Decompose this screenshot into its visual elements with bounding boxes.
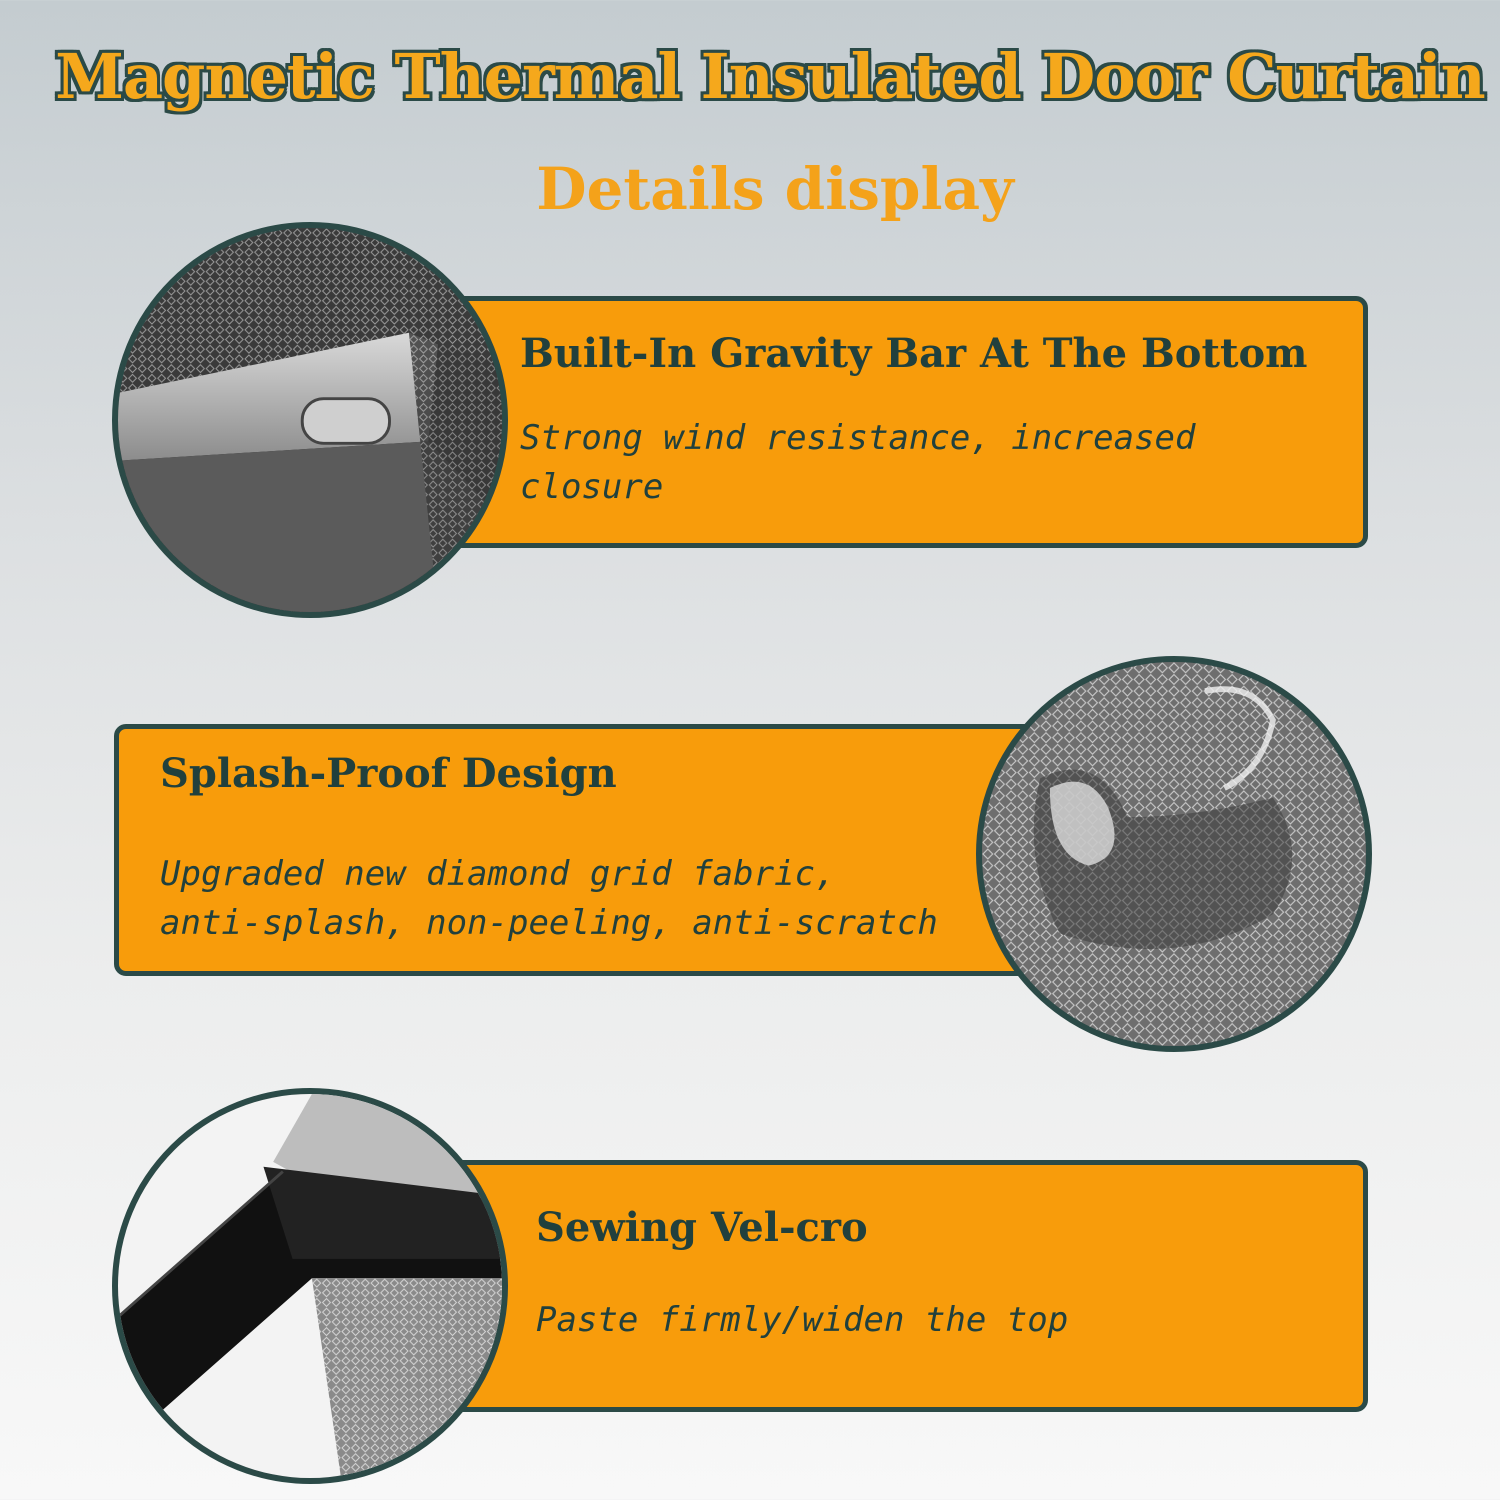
velcro-strap-photo	[112, 1088, 508, 1484]
page-title: Magnetic Thermal Insulated Door Curtain	[55, 40, 1485, 113]
feature-heading: Splash-Proof Design	[160, 750, 617, 797]
feature-heading: Sewing Vel-cro	[536, 1204, 868, 1251]
page-subtitle: Details display	[536, 155, 1014, 223]
feature-description: Paste firmly/widen the top	[536, 1300, 1069, 1340]
feature-panel-velcro	[440, 1160, 1368, 1412]
splash-proof-fabric-photo	[976, 656, 1372, 1052]
gravity-bar-photo	[112, 222, 508, 618]
feature-heading: Built-In Gravity Bar At The Bottom	[520, 330, 1308, 377]
feature-description: Strong wind resistance, increased closure	[520, 418, 1196, 507]
feature-description: Upgraded new diamond grid fabric, anti-splash, non-peeling, anti-scratch	[160, 854, 938, 943]
